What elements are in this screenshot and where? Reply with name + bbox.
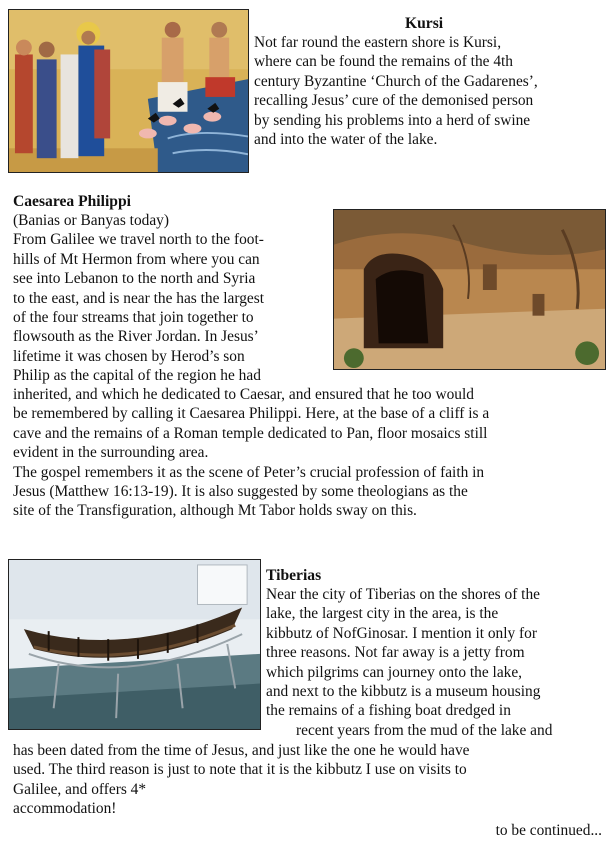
caesarea-line: be remembered by calling it Caesarea Philippi. Here, at the base of a cliff is a xyxy=(13,405,490,423)
kursi-line: by sending his problems into a herd of swine xyxy=(254,111,531,129)
caesarea-paragraph-narrow xyxy=(13,211,331,386)
continued-note: to be continued... xyxy=(495,822,602,839)
tiberias-paragraph-narrow xyxy=(266,585,604,740)
tiberias-line: accommodation! xyxy=(13,800,117,818)
kursi-heading: Kursi xyxy=(405,15,444,32)
caesarea-line: site of the Transfiguration, although Mt Tabor holds sway on this. xyxy=(13,502,417,520)
tiberias-line: three reasons. Not far away is a jetty from xyxy=(266,644,525,662)
caesarea-line: (Banias or Banyas today) xyxy=(13,212,170,229)
caesarea-paragraph-wide xyxy=(13,385,603,521)
tiberias-heading: Tiberias xyxy=(266,567,322,584)
banias-photo xyxy=(333,209,606,370)
caesarea-line: From Galilee we travel north to the foot- xyxy=(13,231,264,249)
tiberias-line: kibbutz of NofGinosar. I mention it only for xyxy=(266,624,538,642)
caesarea-line: of the four streams that join together to xyxy=(13,309,254,327)
caesarea-line: flowsouth as the River Jordan. In Jesus’ xyxy=(13,328,259,346)
tiberias-paragraph-wide xyxy=(13,741,603,819)
caesarea-heading: Caesarea Philippi xyxy=(13,193,131,210)
caesarea-line: lifetime it was chosen by Herod’s son xyxy=(13,347,245,365)
caesarea-line: inherited, and which he dedicated to Caesar, and ensured that he too would xyxy=(13,386,474,403)
swine-miracle-icon xyxy=(9,10,248,172)
tiberias-line: and next to the kibbutz is a museum housing xyxy=(266,683,541,701)
kursi-line: and into the water of the lake. xyxy=(254,131,438,149)
tiberias-line: the remains of a fishing boat dredged in xyxy=(266,702,511,720)
kursi-line: where can be found the remains of the 4th xyxy=(254,53,513,71)
galilee-boat-photo xyxy=(8,559,261,730)
kursi-paragraph xyxy=(254,33,602,149)
caesarea-line: The gospel remembers it as the scene of Peter’s crucial profession of faith in xyxy=(13,463,485,481)
caesarea-line: to the east, and is near the has the largest xyxy=(13,289,265,307)
tiberias-line: lake, the largest city in the area, is the xyxy=(266,605,499,623)
kursi-line: century Byzantine ‘Church of the Gadarenes’, xyxy=(254,72,538,90)
boat-museum-image xyxy=(9,560,260,729)
tiberias-line: used. The third reason is just to note that it is the kibbutz I use on visits to xyxy=(13,761,467,779)
tiberias-line: which pilgrims can journey onto the lake, xyxy=(266,663,523,681)
tiberias-line: Galilee, and offers 4* xyxy=(13,780,147,798)
caesarea-line: evident in the surrounding area. xyxy=(13,444,209,462)
kursi-line: Not far round the eastern shore is Kursi, xyxy=(254,34,502,51)
caesarea-line: see into Lebanon to the north and Syria xyxy=(13,270,256,288)
tiberias-line: Near the city of Tiberias on the shores of the xyxy=(266,586,540,603)
kursi-icon-image xyxy=(8,9,249,173)
kursi-line: recalling Jesus’ cure of the demonised person xyxy=(254,92,534,110)
caesarea-line: Philip as the capital of the region he had xyxy=(13,367,261,385)
cliff-cave-image xyxy=(334,210,605,369)
caesarea-line: cave and the remains of a Roman temple dedicated to Pan, floor mosaics still xyxy=(13,424,488,442)
tiberias-line: has been dated from the time of Jesus, and just like the one he would have xyxy=(13,742,470,759)
caesarea-line: hills of Mt Hermon from where you can xyxy=(13,250,260,268)
tiberias-line: recent years from the mud of the lake and xyxy=(296,721,553,739)
caesarea-line: Jesus (Matthew 16:13-19). It is also suggested by some theologians as the xyxy=(13,483,468,501)
